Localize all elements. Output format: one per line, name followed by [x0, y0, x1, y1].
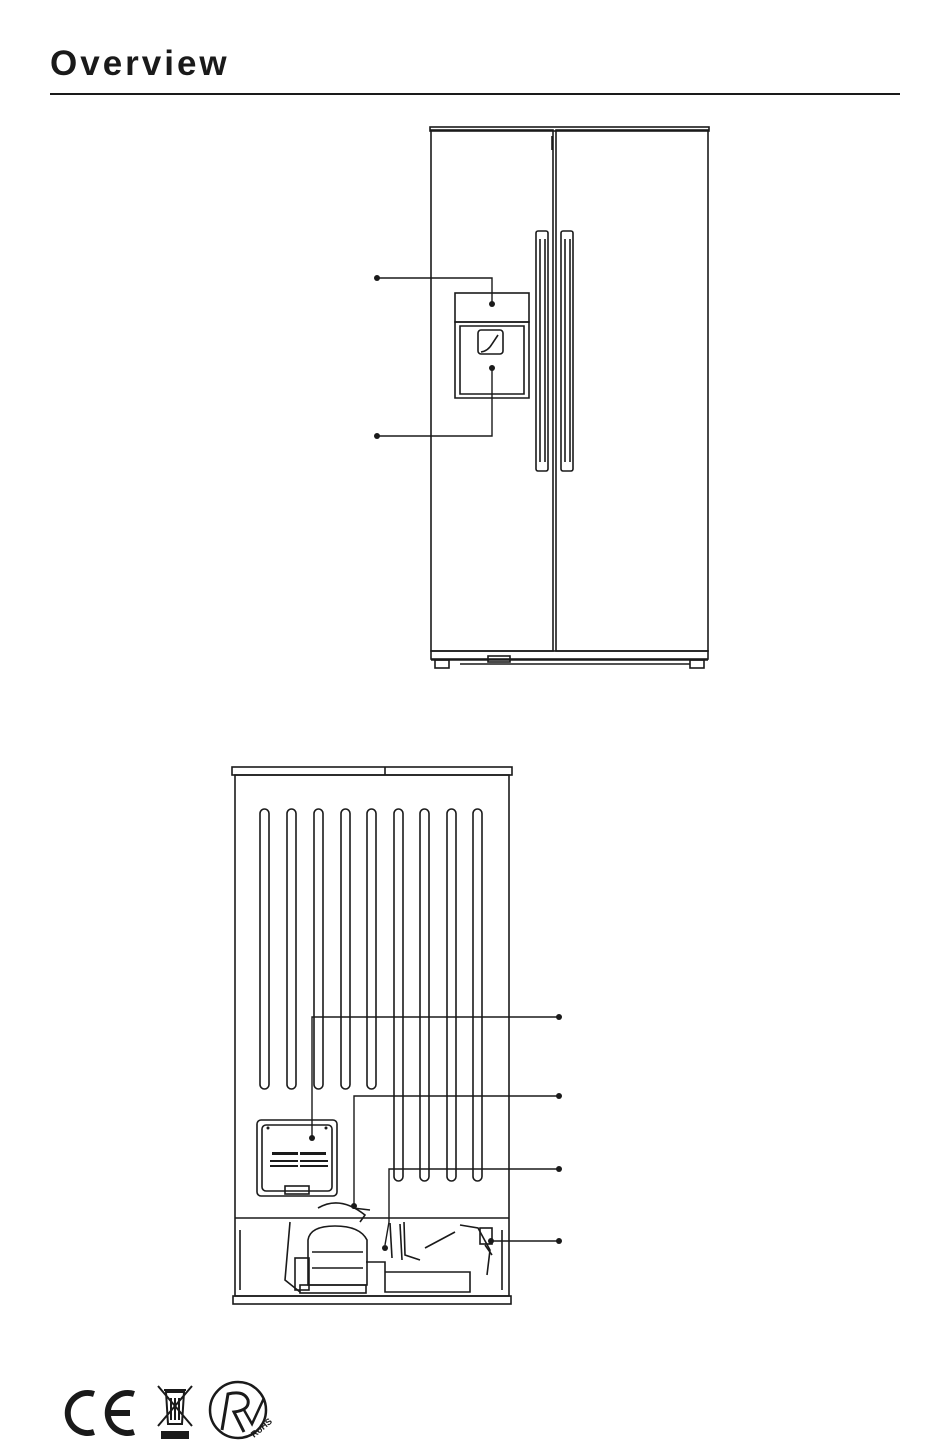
callout-line-3: [312, 1017, 559, 1138]
control-box: [257, 1120, 337, 1196]
certification-marks: [58, 1380, 288, 1444]
page-title: Overview: [50, 44, 230, 83]
callout-dot-6: [556, 1238, 562, 1244]
callout-line-5: [385, 1169, 559, 1245]
rohs-text: RoHS: [248, 1416, 275, 1440]
compressor: [295, 1226, 367, 1293]
ce-mark: [68, 1393, 134, 1433]
callout-dot-5: [556, 1166, 562, 1172]
callout-dot-4: [556, 1093, 562, 1099]
callout-dot-3: [556, 1014, 562, 1020]
weee-bin-mark: [158, 1386, 192, 1438]
